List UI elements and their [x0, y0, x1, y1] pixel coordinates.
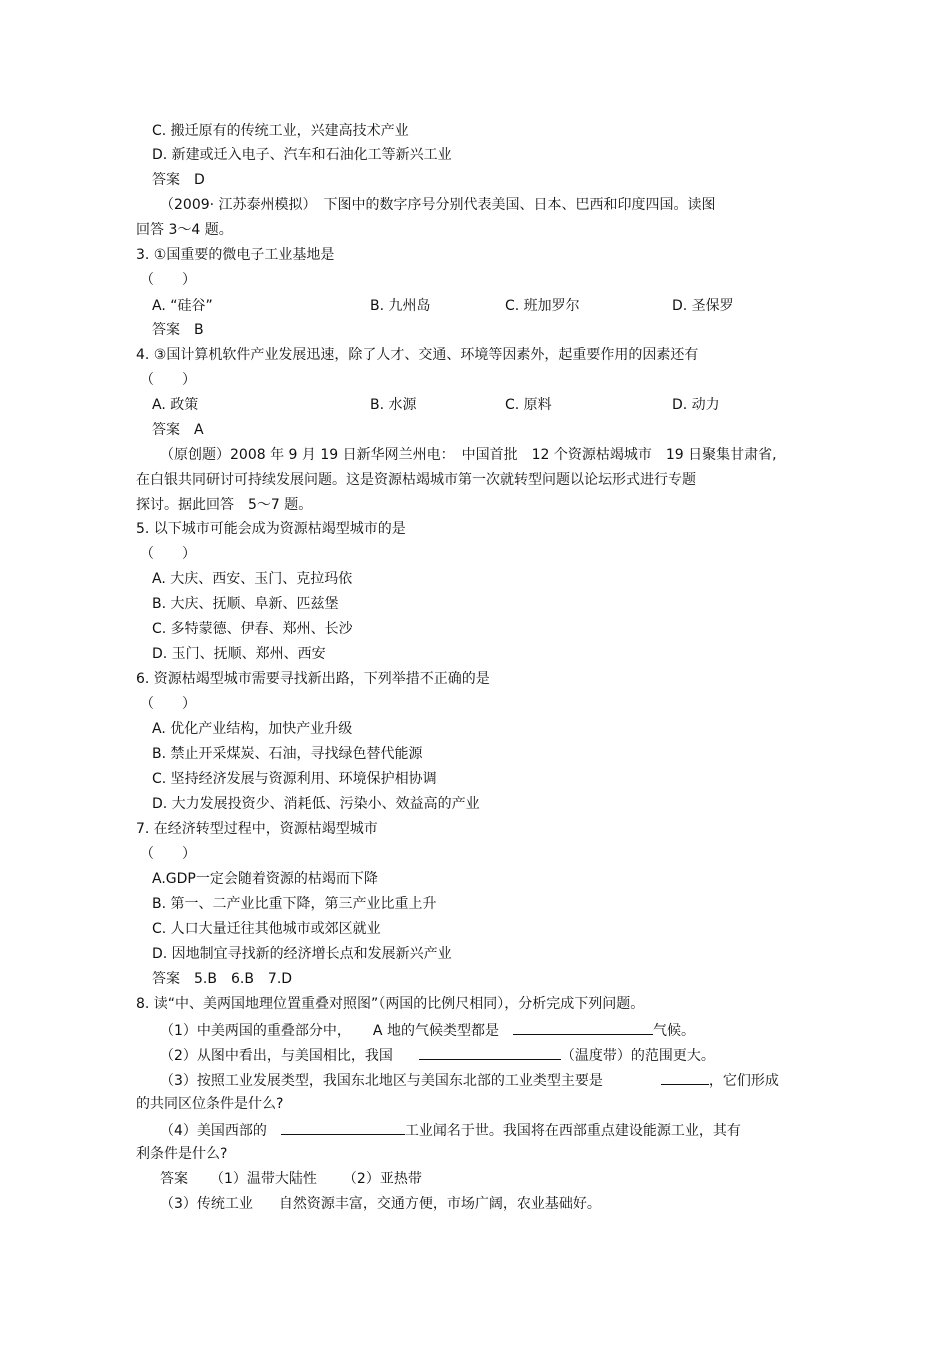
- q8-answer-2: （2）亚热带: [342, 1171, 422, 1187]
- q3-option-d: D. 圣保罗: [672, 298, 734, 314]
- q8-part1-text-a: （1）中美两国的重叠部分中，: [160, 1023, 351, 1039]
- q8-part3-line2: 的共同区位条件是什么?: [136, 1096, 284, 1112]
- q8-stem: 8. 读“中、美两国地理位置重叠对照图”（两国的比例尺相同），分析完成下列问题。: [136, 996, 645, 1012]
- q4-option-a: A. 政策: [152, 397, 199, 413]
- q4-stem: 4. ③国计算机软件产业发展迅速，除了人才、交通、环境等因素外，起重要作用的因素还有: [136, 347, 699, 363]
- q8-part3-text-a: （3）按照工业发展类型，我国东北地区与美国东北部的工业类型主要是: [160, 1073, 603, 1089]
- q8-answer-line1: [160, 1170, 422, 1188]
- q6-option-c: C. 坚持经济发展与资源利用、环境保护相协调: [152, 771, 437, 787]
- q7-option-c: C. 人口大量迁往其他城市或郊区就业: [152, 921, 381, 937]
- q7-paren: （ ）: [140, 846, 196, 862]
- q4-option-b: B. 水源: [370, 397, 417, 413]
- q7-option-b: B. 第一、二产业比重下降，第三产业比重上升: [152, 896, 437, 912]
- q8-answer-3b: 自然资源丰富，交通方便，市场广阔，农业基础好。: [278, 1196, 601, 1212]
- q8-answer-3a: （3）传统工业: [160, 1196, 253, 1212]
- q8-part2-text-b: （温度带）的范围更大。: [560, 1048, 715, 1064]
- q8-part3-text-b: ，它们形成: [708, 1073, 779, 1089]
- q2-answer: 答案 D: [152, 172, 205, 188]
- q7-option-a: A.GDP一定会随着资源的枯竭而下降: [152, 871, 378, 887]
- q8-answer-line2: [160, 1195, 601, 1213]
- q8-part1-text-b: A 地的气候类型都是: [372, 1023, 499, 1039]
- q6-paren: （ ）: [140, 696, 196, 712]
- q8-part3-blank: [661, 1070, 709, 1085]
- q5-stem: 5. 以下城市可能会成为资源枯竭型城市的是: [136, 521, 406, 537]
- q8-part3: [160, 1070, 779, 1090]
- intro-3-4-line1: （2009· 江苏泰州模拟） 下图中的数字序号分别代表美国、日本、巴西和印度四国。读图: [160, 197, 716, 213]
- intro-5-7-line3: 探讨。据此回答 5～7 题。: [136, 497, 313, 513]
- q7-stem: 7. 在经济转型过程中，资源枯竭型城市: [136, 821, 378, 837]
- q3-answer: 答案 B: [152, 322, 204, 338]
- q7-option-d: D. 因地制宜寻找新的经济增长点和发展新兴产业: [152, 946, 452, 962]
- q3-stem: 3. ①国重要的微电子工业基地是: [136, 247, 335, 263]
- q2-option-d: D. 新建或迁入电子、汽车和石油化工等新兴工业: [152, 147, 452, 163]
- q8-part4-text-b: 工业闻名于世。我国将在西部重点建设能源工业，其有: [404, 1123, 741, 1139]
- q8-part2-blank: [419, 1045, 561, 1060]
- q8-part2-text-a: （2）从图中看出，与美国相比，我国: [160, 1048, 393, 1064]
- q4-paren: （ ）: [140, 372, 196, 388]
- q3-paren: （ ）: [140, 272, 196, 288]
- q5-option-c: C. 多特蒙德、伊春、郑州、长沙: [152, 621, 353, 637]
- q8-answer-1: （1）温带大陆性: [210, 1171, 317, 1187]
- q4-option-c: C. 原料: [505, 397, 552, 413]
- q8-answer-label: 答案: [160, 1171, 188, 1187]
- intro-5-7-line2: 在白银共同研讨可持续发展问题。这是资源枯竭城市第一次就转型问题以论坛形式进行专题: [136, 472, 696, 488]
- q3-option-b: B. 九州岛: [370, 298, 431, 314]
- q8-part1-text-c: 气候。: [652, 1023, 695, 1039]
- q8-part1-blank: [513, 1020, 653, 1035]
- q3-option-a: A. “硅谷”: [152, 298, 213, 314]
- q8-part4-line2: 利条件是什么?: [136, 1146, 228, 1162]
- q6-option-a: A. 优化产业结构，加快产业升级: [152, 721, 353, 737]
- intro-5-7-line1: （原创题）2008 年 9 月 19 日新华网兰州电： 中国首批 12 个资源枯竭城市 19 日聚集甘肃省,: [160, 447, 777, 463]
- q4-option-d: D. 动力: [672, 397, 720, 413]
- q8-part1: [160, 1020, 695, 1040]
- q7-answer: 答案 5.B 6.B 7.D: [152, 971, 293, 987]
- q3-option-c: C. 班加罗尔: [505, 298, 580, 314]
- q5-option-a: A. 大庆、西安、玉门、克拉玛依: [152, 571, 353, 587]
- q4-answer: 答案 A: [152, 422, 204, 438]
- q8-part4-blank: [281, 1120, 405, 1135]
- q8-part4-text-a: （4）美国西部的: [160, 1123, 267, 1139]
- q8-part4: [160, 1120, 741, 1140]
- q6-option-b: B. 禁止开采煤炭、石油，寻找绿色替代能源: [152, 746, 423, 762]
- q5-option-b: B. 大庆、抚顺、阜新、匹兹堡: [152, 596, 339, 612]
- q6-stem: 6. 资源枯竭型城市需要寻找新出路，下列举措不正确的是: [136, 671, 490, 687]
- q5-paren: （ ）: [140, 546, 196, 562]
- q6-option-d: D. 大力发展投资少、消耗低、污染小、效益高的产业: [152, 796, 480, 812]
- q5-option-d: D. 玉门、抚顺、郑州、西安: [152, 646, 326, 662]
- intro-3-4-line2: 回答 3～4 题。: [136, 222, 233, 238]
- q8-part2: [160, 1045, 715, 1065]
- q2-option-c: C. 搬迁原有的传统工业，兴建高技术产业: [152, 123, 409, 139]
